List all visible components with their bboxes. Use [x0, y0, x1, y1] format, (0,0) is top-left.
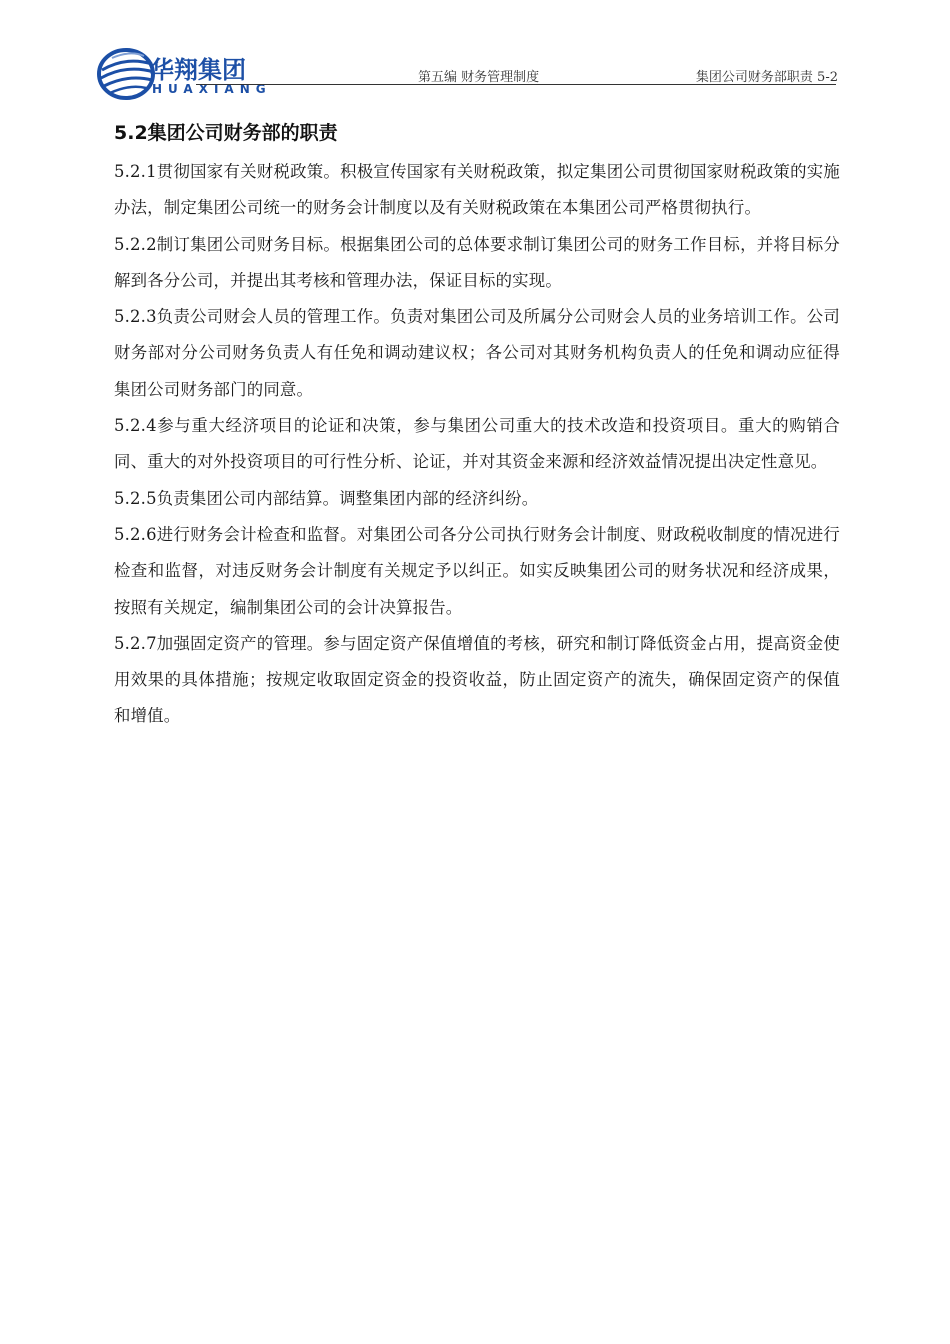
paragraph-5-2-2: 5.2.2制订集团公司财务目标。根据集团公司的总体要求制订集团公司的财务工作目标，并将目标分解到各分公司，并提出其考核和管理办法，保证目标的实现。: [114, 234, 840, 290]
header-chapter: 第五编 财务管理制度: [418, 70, 540, 85]
logo-english-text: HUAXIANG: [152, 82, 272, 96]
section-title: 5.2集团公司财务部的职责: [114, 122, 338, 144]
paragraph-5-2-6: 5.2.6进行财务会计检查和监督。对集团公司各分公司执行财务会计制度、财政税收制度的情况进行检查和监督，对违反财务会计制度有关规定予以纠正。如实反映集团公司的财务状况和经济成果，按照有关规定，编制集团公司的会计决算报告。: [114, 524, 840, 617]
company-logo: [96, 42, 286, 104]
paragraph-5-2-1: 5.2.1贯彻国家有关财税政策。积极宣传国家有关财税政策，拟定集团公司贯彻国家财税政策的实施办法，制定集团公司统一的财务会计制度以及有关财税政策在本集团公司严格贯彻执行。: [114, 162, 840, 218]
huaxiang-globe-logo-icon: [96, 46, 158, 102]
paragraph-5-2-4: 5.2.4参与重大经济项目的论证和决策，参与集团公司重大的技术改造和投资项目。重大的购销合同、重大的对外投资项目的可行性分析、论证，并对其资金来源和经济效益情况提出决定性意见。: [114, 416, 840, 472]
header-divider: [196, 84, 836, 85]
paragraph-5-2-7: 5.2.7加强固定资产的管理。参与固定资产保值增值的考核，研究和制订降低资金占用，提高资金使用效果的具体措施；按规定收取固定资金的投资收益，防止固定资产的流失，确保固定资产的保值和增值。: [114, 633, 840, 726]
logo-chinese-text: 华翔集团: [150, 56, 246, 84]
paragraph-5-2-5: 5.2.5负责集团公司内部结算。调整集团内部的经济纠纷。: [114, 488, 539, 508]
page-body: [114, 118, 840, 735]
header-section: 集团公司财务部职责 5-2: [695, 70, 838, 85]
page-header: [96, 42, 838, 104]
paragraph-5-2-3: 5.2.3负责公司财会人员的管理工作。负责对集团公司及所属分公司财会人员的业务培训工作。公司财务部对分公司财务负责人有任免和调动建议权；各公司对其财务机构负责人的任免和调动应征得集团公司财务部门的同意。: [114, 307, 840, 399]
